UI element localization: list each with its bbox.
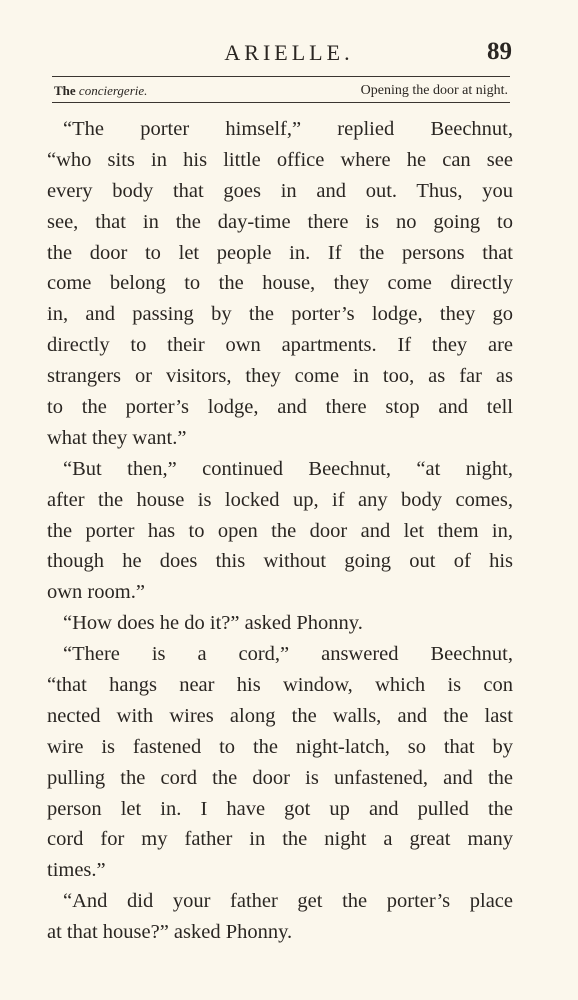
- text-line: nected with wires along the walls, and the last: [47, 704, 513, 727]
- text-line: to the porter’s lodge, and there stop and tell: [47, 396, 513, 419]
- text-line: at that house?” asked Phonny.: [47, 921, 293, 944]
- text-line: though he does this without going out of his: [47, 550, 513, 573]
- text-line: “The porter himself,” replied Beechnut,: [63, 118, 513, 140]
- text-line: “And did your father get the porter’s place: [63, 890, 513, 913]
- text-line: every body that goes in and out. Thus, you: [47, 179, 513, 202]
- header-rule-top: [52, 76, 510, 77]
- page-number: 89: [487, 38, 512, 65]
- text-line: person let in. I have got up and pulled the: [47, 797, 513, 820]
- text-line: the porter has to open the door and let them in,: [47, 519, 513, 542]
- text-line: come belong to the house, they come directly: [47, 272, 513, 295]
- text-line: “But then,” continued Beechnut, “at night,: [63, 457, 513, 480]
- running-head: [0, 40, 578, 72]
- text-line: “There is a cord,” answered Beechnut,: [63, 643, 513, 666]
- text-line: cord for my father in the night a great many: [47, 828, 513, 851]
- text-line: own room.”: [47, 581, 145, 604]
- header-rule-bottom: [52, 102, 510, 103]
- running-title: ARIELLE.: [224, 40, 354, 65]
- text-line: “who sits in his little office where he can see: [47, 148, 513, 171]
- text-line: the door to let people in. If the persons that: [47, 241, 513, 264]
- side-note-right: Opening the door at night.: [360, 83, 508, 98]
- side-note-left: [54, 83, 147, 99]
- text-line: what they want.”: [47, 426, 187, 449]
- text-line: times.”: [47, 859, 106, 882]
- body-text: [47, 114, 513, 948]
- text-line: see, that in the day-time there is no going to: [47, 210, 513, 233]
- text-line: directly to their own apartments. If they are: [47, 334, 513, 357]
- text-line: strangers or visitors, they come in too, as far as: [47, 365, 513, 388]
- text-line: pulling the cord the door is unfastened, and the: [47, 766, 513, 789]
- text-line: in, and passing by the porter’s lodge, they go: [47, 303, 513, 326]
- text-line: wire is fastened to the night-latch, so that by: [47, 735, 513, 758]
- text-line: after the house is locked up, if any body comes,: [47, 488, 513, 511]
- side-note-left-lead: The: [54, 83, 76, 98]
- text-line: “that hangs near his window, which is con: [47, 674, 513, 697]
- side-note-left-rest: conciergerie.: [78, 83, 148, 98]
- text-line: “How does he do it?” asked Phonny.: [63, 612, 363, 635]
